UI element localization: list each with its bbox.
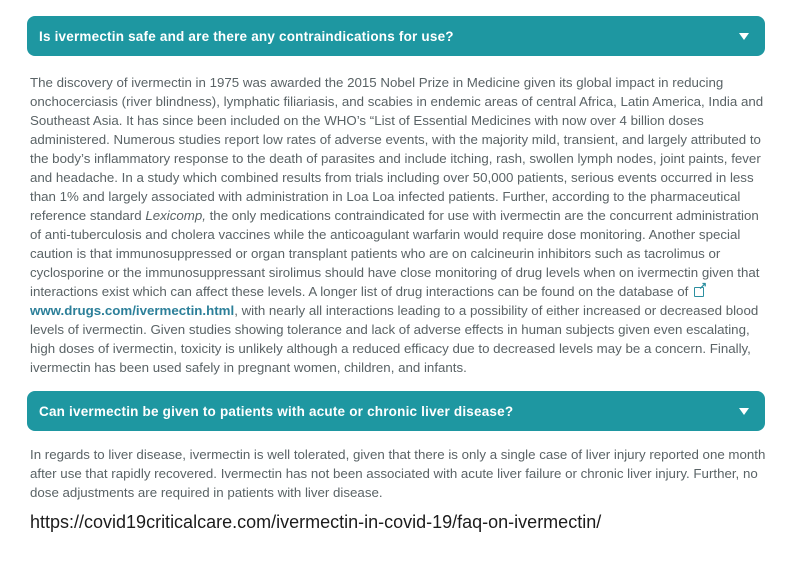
accordion-answer-liver-disease: In regards to liver disease, ivermectin is well tolerated, given that there is only a single case of liver injury reported one month after use that rapidly recovered. Ivermectin has not been associated with acute liver failure or chronic liver injury. Further, no dose adjustments are required in patients with liver disease.: [30, 447, 766, 500]
external-link-icon: [694, 286, 706, 297]
chevron-down-icon: [739, 408, 749, 415]
accordion-header-liver-disease[interactable]: [27, 391, 765, 431]
faq-page: [0, 16, 800, 562]
chevron-down-icon: [739, 33, 749, 40]
accordion-header-safety[interactable]: [27, 16, 765, 56]
source-url: https://covid19criticalcare.com/ivermectin-in-covid-19/faq-on-ivermectin/: [30, 512, 602, 532]
accordion-question-label: Is ivermectin safe and are there any contraindications for use?: [39, 28, 454, 44]
accordion-question-label: Can ivermectin be given to patients with acute or chronic liver disease?: [39, 403, 514, 419]
accordion-answer-safety: The discovery of ivermectin in 1975 was awarded the 2015 Nobel Prize in Medicine given its global impact in reducing onchocerciasis (river blindness), lymphatic filiariasis, and scabies in endemic areas of central Africa, Latin America, India and Southeast Asia. It has since been included on the WHO’s “List of Essential Medicines with now over 4 billion doses administered. Numerous studies report low rates of adverse events, with the majority mild, transient, and largely attributed to the body’s inflammatory response to the death of parasites and include itching, rash, swollen lymph nodes, joint paints, fever and headache. In a study which combined results from trials including over 50,000 patients, serious events occurred in less than 1% and largely associated with administration in Loa Loa infected patients. Further, according to the pharmaceutical reference standard Lexicomp, the only medications contraindicated for use with ivermectin are the concurrent administration of anti-tuberculosis and cholera vaccines while the anticoagulant warfarin would require dose monitoring. Another special caution is that immunosuppressed or organ transplant patients who are on calcineurin inhibitors such as tacrolimus or cyclosporine or the immunosuppressant sirolimus should have close monitoring of drug levels when on ivermectin given that interactions exist which can affect these levels. A longer list of drug interactions can be found on the database of ↗www.drugs.com/ivermectin.html, with nearly all interactions leading to a possibility of either increased or decreased blood levels of ivermectin. Given studies showing tolerance and lack of adverse effects in human subjects given even escalating, high doses of ivermectin, toxicity is unlikely although a reduced efficacy due to decreased levels may be a concern. Finally, ivermectin has been used safely in pregnant women, children, and infants.: [30, 73, 770, 377]
drugs-com-link[interactable]: www.drugs.com/ivermectin.html: [30, 303, 235, 318]
